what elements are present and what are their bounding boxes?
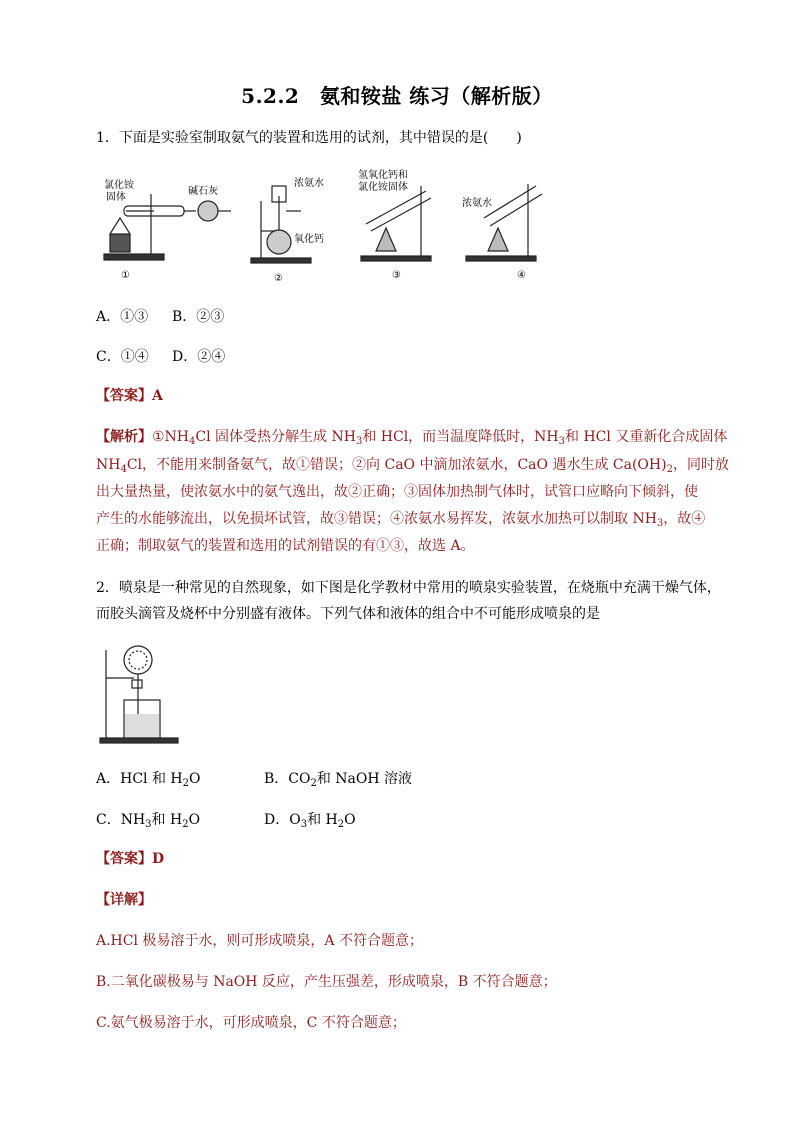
q1-analysis-line-4: 产生的水能够流出，以免损坏试管，故③错误；④浓氨水易挥发，浓氨水加热可以制取 $NH_3$，故④	[96, 511, 706, 529]
fountain-apparatus-figure	[98, 642, 180, 744]
figure-number-4: ④	[517, 270, 526, 281]
figure-number-3: ③	[392, 270, 401, 281]
q1-analysis-line-3: 出大量热量，使浓氨水中的氨气逸出，故②正确；③固体加热制气体时，试管口应略向下倾斜，使	[96, 484, 698, 500]
q2-detail-heading: 【详解】	[96, 892, 152, 908]
q1-option-a: A．①③	[96, 309, 149, 325]
q1-option-c: C．①④	[96, 349, 149, 365]
analysis-heading: 【解析】	[96, 429, 152, 445]
q2-detail-b: B.二氧化碳极易与 NaOH 反应，产生压强差，形成喷泉，B 不符合题意；	[96, 974, 557, 990]
label-ammonium-chloride-solid: 氯化铵固体	[358, 182, 408, 193]
q2-stem-line-2: 而胶头滴管及烧杯中分别盛有液体。下列气体和液体的组合中不可能形成喷泉的是	[96, 606, 600, 622]
q2-stem-line-1: 2．喷泉是一种常见的自然现象，如下图是化学教材中常用的喷泉实验装置，在烧瓶中充满干燥气体，	[96, 580, 721, 596]
q2-option-b: B．$CO_2$和 NaOH 溶液	[264, 771, 413, 789]
label-conc-ammonia-2: 浓氨水	[462, 198, 492, 209]
label-ammonium-chloride: 氯化铵	[104, 180, 134, 191]
q1-stem: 1．下面是实验室制取氨气的装置和选用的试剂，其中错误的是( )	[96, 130, 522, 146]
page-title: 5.2.2 氨和铵盐 练习（解析版）	[241, 84, 553, 108]
q1-analysis-line-5: 正确；制取氨气的装置和选用的试剂错误的有①③，故选 A。	[96, 538, 475, 554]
q1-analysis-line-2: $NH_4Cl$，不能用来制备氨气，故①错误；②向 CaO 中滴加浓氨水，CaO 遇水生成 $Ca(OH)_2$，同时放	[96, 457, 729, 475]
label-calcium-oxide: 氧化钙	[294, 234, 324, 245]
q2-detail-c: C.氨气极易溶于水，可形成喷泉，C 不符合题意；	[96, 1015, 406, 1031]
label-solid: 固体	[106, 192, 126, 203]
label-conc-ammonia: 浓氨水	[294, 178, 324, 189]
q2-answer: 【答案】D	[96, 851, 165, 867]
q2-option-c: C．$NH_3$和 $H_2O$	[96, 812, 201, 830]
figure-number-1: ①	[121, 270, 130, 281]
q1-analysis-line-1: 【解析】$①NH_4Cl$ 固体受热分解生成 $NH_3$和 HCl，而当温度降低时，$NH_3$和 HCl 又重新化合成固体	[96, 429, 728, 447]
q2-option-a: A．HCl 和 $H_2O$	[96, 771, 201, 789]
q1-answer: 【答案】A	[96, 388, 163, 404]
figure-number-2: ②	[274, 273, 283, 284]
label-calcium-hydroxide: 氢氧化钙和	[358, 170, 408, 181]
label-soda-lime: 碱石灰	[188, 186, 218, 197]
q2-detail-a: A.HCl 极易溶于水，则可形成喷泉，A 不符合题意；	[96, 933, 423, 949]
q1-option-d: D．②④	[172, 349, 226, 365]
q1-apparatus-figure	[96, 166, 546, 286]
q1-option-b: B．②③	[172, 309, 225, 325]
q2-option-d: D．$O_3$和 $H_2O$	[264, 812, 356, 830]
